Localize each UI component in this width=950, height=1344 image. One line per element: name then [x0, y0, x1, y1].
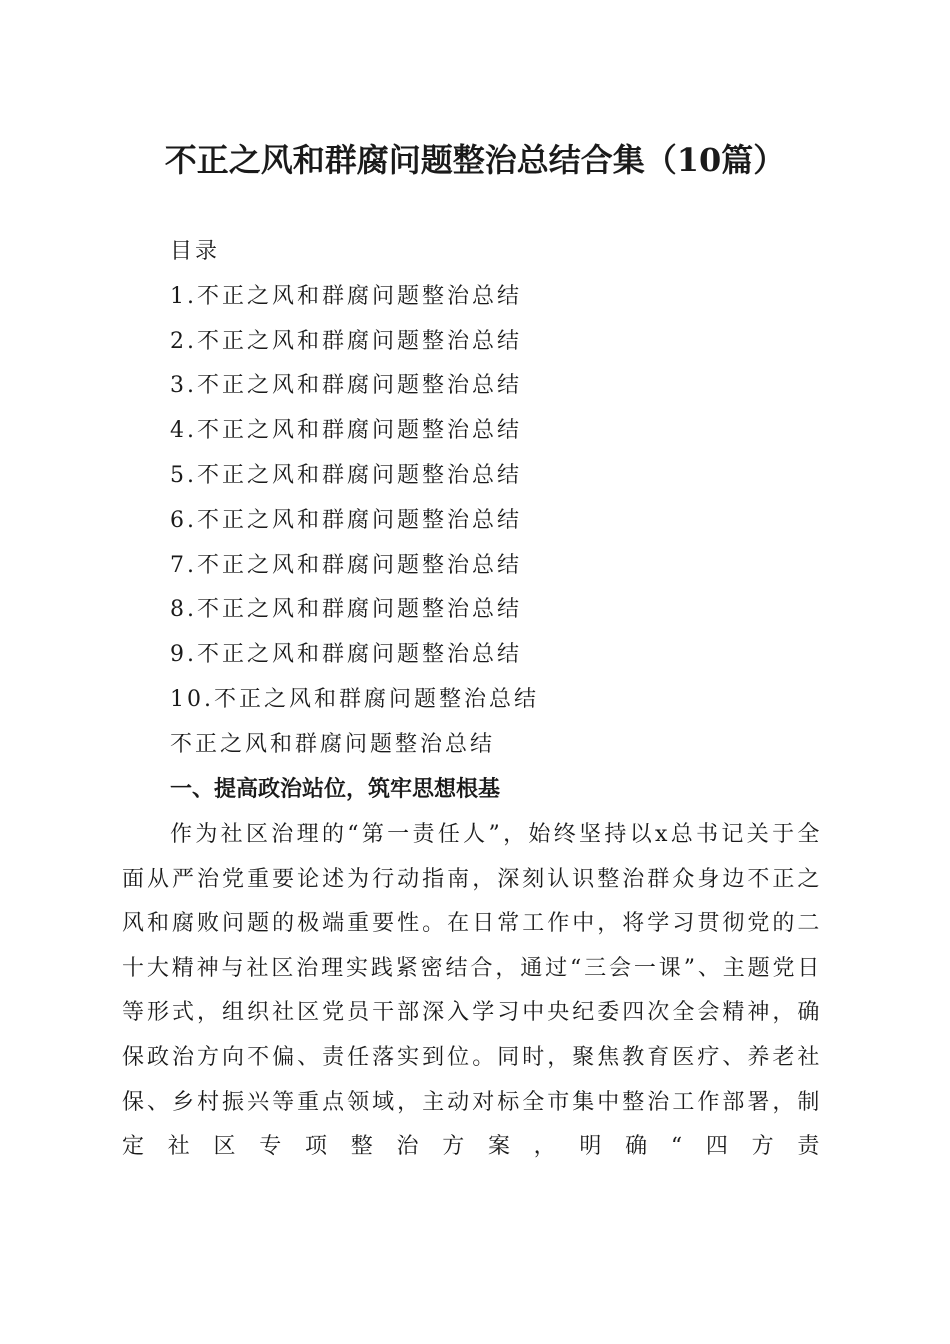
section-heading: 一、提高政治站位，筑牢思想根基: [170, 777, 501, 802]
article-title: 不正之风和群腐问题整治总结: [170, 731, 496, 757]
toc-item: 6.不正之风和群腐问题整治总结: [170, 507, 522, 533]
toc-heading: 目录: [170, 239, 221, 264]
document-title: 不正之风和群腐问题整治总结合集（10篇）: [164, 141, 786, 179]
toc-item: 2.不正之风和群腐问题整治总结: [170, 328, 522, 354]
table-of-contents: [170, 230, 870, 768]
toc-item: 10.不正之风和群腐问题整治总结: [170, 686, 539, 712]
toc-item: 8.不正之风和群腐问题整治总结: [170, 597, 522, 623]
toc-item: 5.不正之风和群腐问题整治总结: [170, 462, 522, 488]
toc-item: 7.不正之风和群腐问题整治总结: [170, 552, 522, 578]
toc-item: 1.不正之风和群腐问题整治总结: [170, 283, 522, 309]
body-paragraph: 作为社区治理的“第一责任人”，始终坚持以x总书记关于全面从严治党重要论述为行动指南，深刻认识整治群众身边不正之风和腐败问题的极端重要性。在日常工作中，将学习贯彻党的二十大精神与社区治理实践紧密结合，通过“三会一课”、主题党日等形式，组织社区党员干部深入学习中央纪委四次全会精神，确保政治方向不偏、责任落实到位。同时，聚焦教育医疗、养老社保、乡村振兴等重点领域，主动对标全市集中整治工作部署，制定社区专项整治方案，明确“四方责: [122, 822, 822, 1160]
toc-item: 4.不正之风和群腐问题整治总结: [170, 418, 522, 444]
toc-item: 3.不正之风和群腐问题整治总结: [170, 373, 522, 399]
toc-item: 9.不正之风和群腐问题整治总结: [170, 642, 522, 668]
